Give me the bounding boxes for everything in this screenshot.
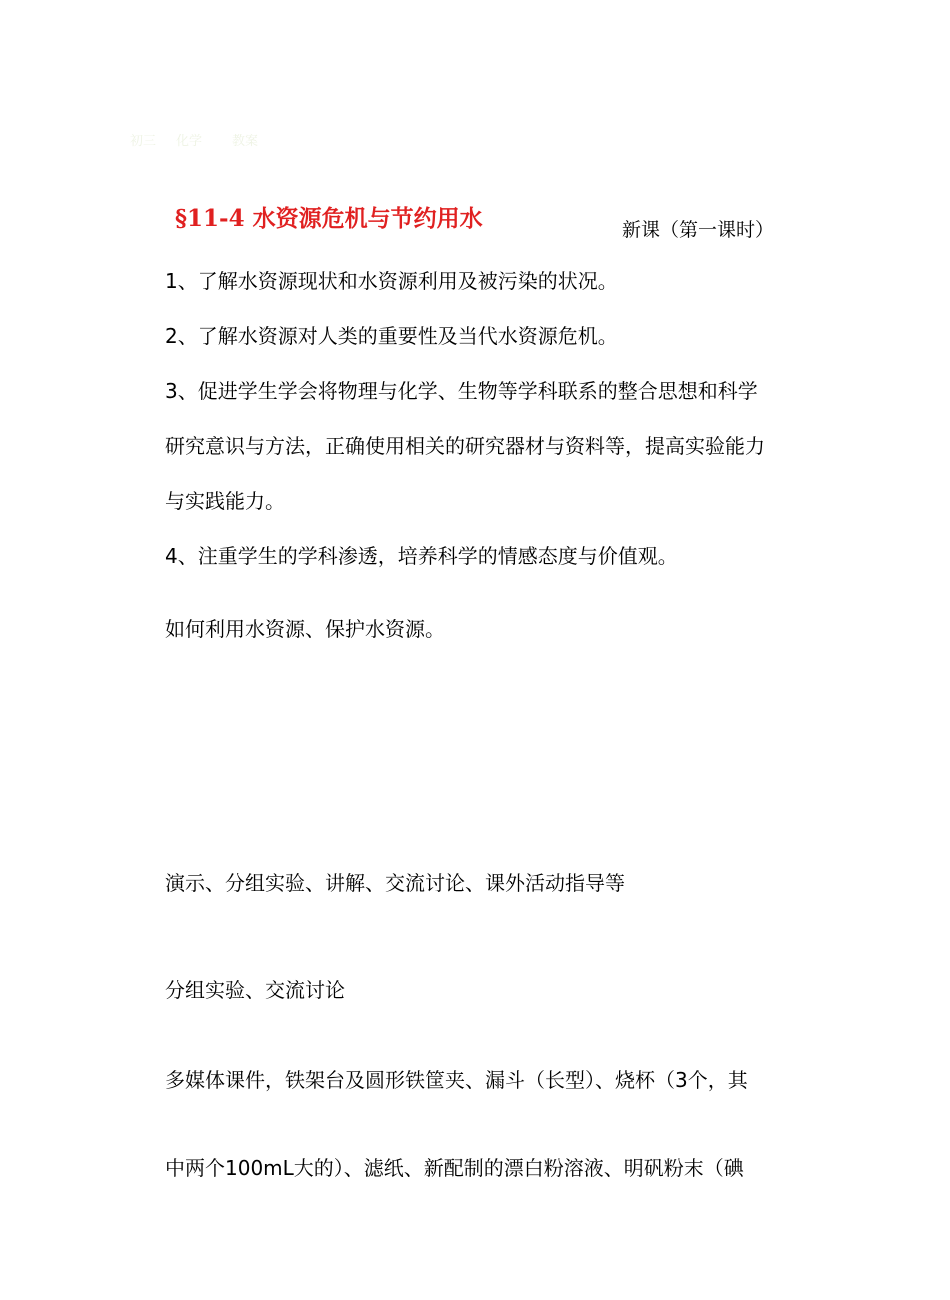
materials-line-2-clipped	[165, 1152, 865, 1180]
lesson-type: 新课（第一课时）	[622, 219, 775, 241]
teaching-methods: 演示、分组实验、讲解、交流讨论、课外活动指导等	[165, 871, 625, 895]
objective-3-cont: 研究意识与方法，正确使用相关的研究器材与资料等，提高实验能力	[165, 434, 765, 458]
objective-1: 1、了解水资源现状和水资源利用及被污染的状况。	[165, 269, 618, 293]
objective-3: 3、促进学生学会将物理与化学、生物等学科联系的整合思想和科学	[165, 379, 758, 403]
objective-4: 4、注重学生的学科渗透，培养科学的情感态度与价值观。	[165, 544, 678, 568]
header-mark-1: 初三	[130, 134, 157, 149]
objective-4-clipped	[165, 540, 865, 568]
lesson-title: §11-4 水资源危机与节约用水	[175, 205, 483, 232]
learning-methods: 分组实验、交流讨论	[165, 978, 345, 1002]
materials-line-2: 中两个100mL大的）、滤纸、新配制的漂白粉溶液、明矾粉末（碘	[165, 1156, 744, 1180]
key-point: 如何利用水资源、保护水资源。	[165, 617, 445, 641]
objective-2: 2、了解水资源对人类的重要性及当代水资源危机。	[165, 324, 618, 348]
objective-3-end: 与实践能力。	[165, 489, 285, 513]
header-mark-3: 教案	[232, 134, 259, 149]
header-mark-2: 化学	[176, 134, 203, 149]
materials-line-1: 多媒体课件，铁架台及圆形铁筐夹、漏斗（长型）、烧杯（3个，其	[165, 1068, 748, 1092]
